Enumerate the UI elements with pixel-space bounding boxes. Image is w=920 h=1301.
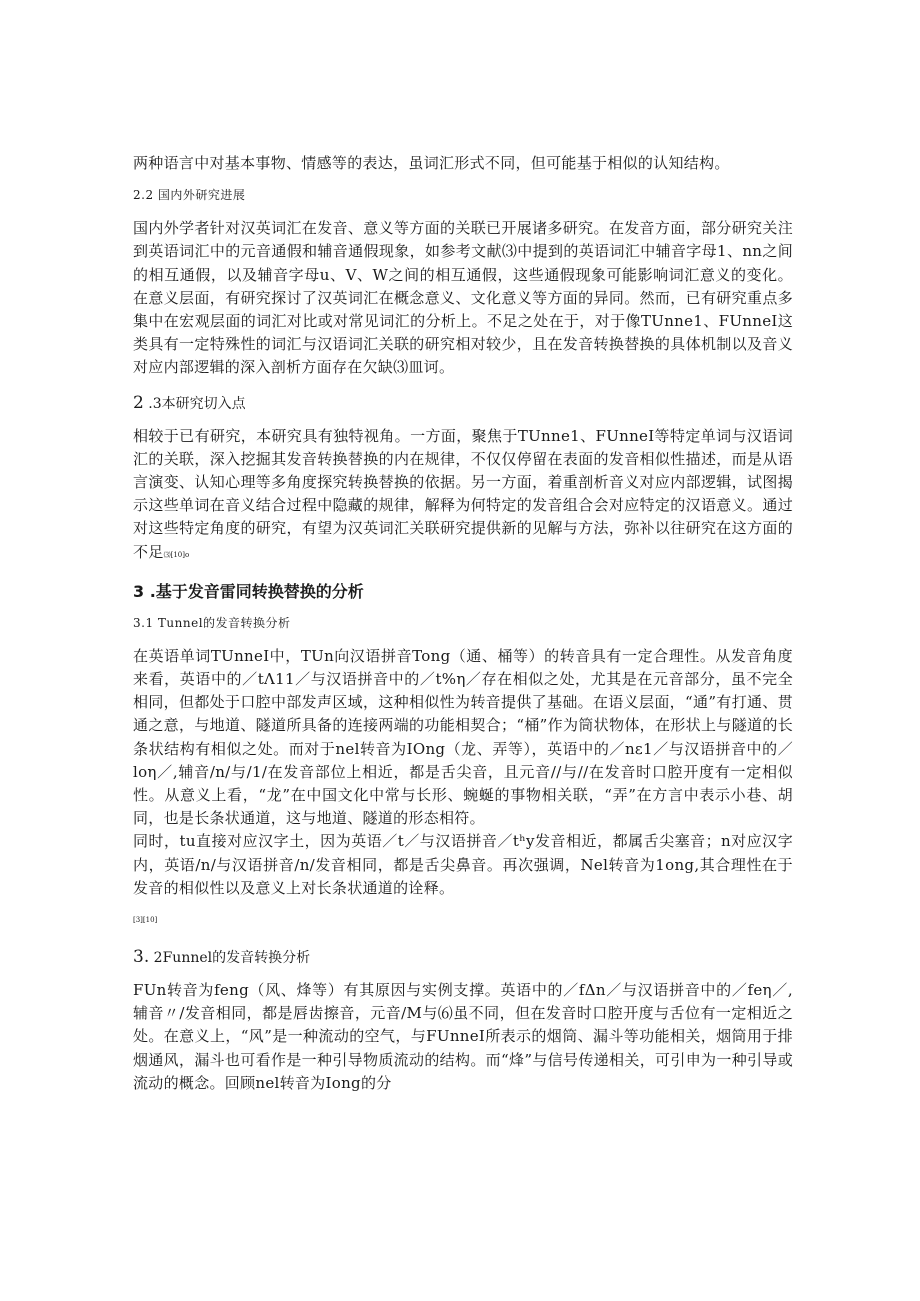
heading-2-3-text: .3本研究切入点 xyxy=(143,395,246,412)
citation-2-3: ⑶[10]o xyxy=(163,550,190,559)
citation-3-1: [3][10] xyxy=(133,916,158,925)
heading-3-1: 3.1 Tunnel的发音转换分析 xyxy=(133,615,291,630)
heading-2-3 xyxy=(133,394,793,413)
paragraph-3-1-a: 在英语单词TUnneI中，TUn向汉语拼音Tong（通、桶等）的转音具有一定合理性。从发音角度来看，英语中的／tΛ11／与汉语拼音中的／t%η／存在相似之处，尤其是在元音部分，虽不完全相同，但都处于口腔中部发声区域，这种相似性为转音提供了基础。在语义层面，“通”有打通、贯通之意，与地道、隧道所具备的连接两端的功能相契合；“桶”作为筒状物体，在形状上与隧道的长条状结构有相似之处。而对于nel转音为IOng（龙、弄等），英语中的／nε1／与汉语拼音中的／loη／,辅音/n/与/1/在发音部位上相近，都是舌尖音，且元音//与//在发音时口腔开度有一定相似性。从意义上看，“龙”在中国文化中常与长形、蜿蜒的事物相关联，“弄”在方言中表示小巷、胡同，也是长条状通道，这与地道、隧道的形态相符。 xyxy=(133,646,793,828)
paragraph-intro-tail: 两种语言中对基本事物、情感等的表达，虽词汇形式不同，但可能基于相似的认知结构。 xyxy=(133,154,730,172)
heading-2-2: 2.2 国内外研究进展 xyxy=(133,188,246,203)
document-body xyxy=(133,152,793,1095)
paragraph-2-3 xyxy=(133,425,793,567)
paragraph-3-2: FUn转音为feng（风、烽等）有其原因与实例支撑。英语中的／fΔn／与汉语拼音中的／feη／,辅音〃/发音相同，都是唇齿擦音，元音/M与⑹虽不同，但在发音时口腔开度与舌位有一定相近之处。在意义上，“风”是一种流动的空气，与FUnneI所表示的烟筒、漏斗等功能相关，烟筒用于排烟通风，漏斗也可看作是一种引导物质流动的结构。而“烽”与信号传递相关，可引申为一种引导或流动的概念。回顾nel转音为Iong的分 xyxy=(133,981,793,1092)
heading-3-2-number: 3. xyxy=(133,947,150,968)
heading-3-2 xyxy=(133,948,793,967)
paragraph-2-2: 国内外学者针对汉英词汇在发音、意义等方面的关联已开展诸多研究。在发音方面，部分研究关注到英语词汇中的元音通假和辅音通假现象，如参考文献⑶中提到的英语词汇中辅音字母1、nn之间的相互通假，以及辅音字母u、V、W之间的相互通假，这些通假现象可能影响词汇意义的变化。在意义层面，有研究探讨了汉英词汇在概念意义、文化意义等方面的异同。然而，已有研究重点多集中在宏观层面的词汇对比或对常见词汇的分析上。不足之处在于，对于像TUnne1、FUnneI这类具有一定特殊性的词汇与汉语词汇关联的研究相对较少，且在发音转换替换的具体机制以及音义对应内部逻辑的深入剖析方面存在欠缺⑶皿诃。 xyxy=(133,219,793,377)
heading-3: 3 .基于发音雷同转换替换的分析 xyxy=(133,581,364,601)
paragraph-3-1-b: 同时，tu直接对应汉字土，因为英语／t／与汉语拼音／tʰy发音相近，都属舌尖塞音；n对应汉字内，英语/n/与汉语拼音/n/发音相同，都是舌尖鼻音。再次强调，Nel转音为1ong,其合理性在于发音的相似性以及意义上对长条状通道的诠释。 xyxy=(133,832,793,897)
heading-3-2-text: 2Funnel的发音转换分析 xyxy=(149,950,311,967)
paragraph-2-3-text: 相较于已有研究，本研究具有独特视角。一方面，聚焦于TUnne1、FUnneI等特定单词与汉语词汇的关联，深入挖掘其发音转换替换的内在规律，不仅仅停留在表面的发音相似性描述，而是从语言演变、认知心理等多角度探究转换替换的依据。另一方面，着重剖析音义对应内部逻辑，试图揭示这些单词在音义结合过程中隐藏的规律，解释为何特定的发音组合会对应特定的汉语意义。通过对这些特定角度的研究，有望为汉英词汇关联研究提供新的见解与方法，弥补以往研究在这方面的不足 xyxy=(133,426,793,561)
heading-2-3-number: 2 xyxy=(133,392,144,413)
